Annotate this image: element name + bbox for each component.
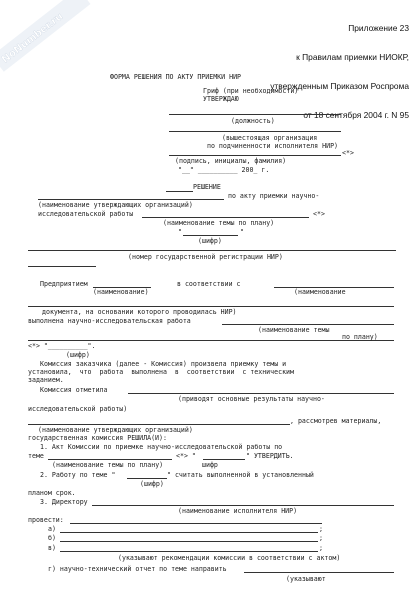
p2-label: документа, на основании которого проводилась НИР) [42,308,237,316]
topic-label: (наименование темы по плану) [163,219,275,227]
signature-label: (подпись, инициалы, фамилия) [175,157,287,165]
p1-mid: в соответствии с [177,280,241,288]
short-line [28,266,96,267]
header-line-1: Приложение 23 [348,23,409,34]
item1-line-1: 1. Акт Комиссии по приемке научно-исследовательской работы по [40,443,283,451]
cipher-line [183,235,238,236]
item-c-semicolon: ; [319,544,323,552]
p6-line-2: установила, что работа выполнена в соответствии с техническим [28,368,294,376]
item2-line-1: 2. Работу по теме " [40,471,116,479]
item-b-marker: б) [48,534,56,542]
item3-label: (наименование исполнителя НИР) [178,507,298,515]
item-a-semicolon: ; [319,525,323,533]
item1-end: " УТВЕРДИТЬ. [246,452,294,460]
approve-label: УТВЕРЖДАЮ [203,95,239,103]
header-line-3: утвержденным Приказом Роспрома [270,80,409,91]
topic-line [142,217,309,218]
p3-line [222,324,394,325]
item3-line-3 [70,523,322,524]
p3-text: выполнена научно-исследовательская работа [28,317,191,325]
appendix-header [270,5,409,139]
org-label-1: (вышестоящая организация [222,134,318,142]
org-label-2: по подчиненности исполнителя НИР) [207,142,339,150]
item3-text: 3. Директору [40,498,88,506]
registration-line [28,250,396,251]
act-text: по акту приемки научно- [228,192,320,200]
item-g-label: (указывают [286,575,326,583]
item2-mid: " считать выполненной в установленный [167,471,314,479]
research-text: исследовательской работы [38,210,134,218]
p1-start: Предприятием [40,280,88,288]
p7-label: (приводят основные результаты научно- [178,395,325,403]
item-g-line [244,572,394,573]
decision-title-underline [166,191,193,192]
item1-mid: <*> " [176,452,196,460]
item-b-semicolon: ; [319,534,323,542]
position-line [169,114,341,115]
item3-line [92,505,394,506]
header-line-4: от 18 сентября 2004 г. N 95 [303,109,409,120]
grif-label: Гриф (при необходимости) [203,87,299,95]
item-c-line [60,551,318,552]
p9-label: (наименование утверждающих организаций) [38,426,193,434]
item1-label-b: шифр [202,461,218,469]
p6-line-3: заданием. [28,376,64,384]
p5-text: <*> "__________". [28,342,96,350]
decision-title: РЕШЕНИЕ [193,183,221,191]
recommendation-label: (указывают рекомендации комиссии в соответствии с актом) [118,554,341,562]
p9-line [28,424,290,425]
p1-label-b: (наименование [294,288,346,296]
p4-line [28,340,394,341]
p10-text: государственная комиссия РЕШИЛА(И): [28,434,167,442]
item1-cipher-line [203,459,245,460]
p2-line [28,306,394,307]
cipher-quote-open: " [178,228,182,236]
item2-cipher-line [127,478,167,479]
item2-line-2: планом срок. [28,489,76,497]
item-a-line [60,532,318,533]
signature-line [169,155,341,156]
watermark-stamp [0,0,90,72]
form-title: ФОРМА РЕШЕНИЯ ПО АКТУ ПРИЕМКИ НИР [110,73,242,81]
approval-date: "__" __________ 200_ г. [178,166,270,174]
p9-end: , рассмотрев материалы, [290,417,382,425]
item2-label: (шифр) [140,480,164,488]
orgs-label: (наименование утверждающих организаций) [38,201,193,209]
footnote-mark: <*> [342,149,354,157]
item-a-marker: а) [48,525,56,533]
item-g-text: г) научно-технический отчет по теме направить [48,565,227,573]
p6-line-1: Комиссия заказчика (далее - Комиссия) произвела приемку темы и [40,360,287,368]
p7-line [128,393,394,394]
position-label: (должность) [231,117,275,125]
p8-text: исследовательской работы) [28,405,128,413]
item-b-line [60,541,318,542]
item1-theme: теме [28,452,44,460]
p5-label: (шифр) [66,351,90,359]
watermark-logo [0,0,90,72]
p1-label-a: (наименование) [93,288,149,296]
item-c-marker: в) [48,544,56,552]
p4-label: по плану) [342,333,378,341]
cipher-quote-close: " [240,228,244,236]
registration-label: (номер государственной регистрации НИР) [128,253,283,261]
item1-label-a: (наименование темы по плану) [52,461,164,469]
cipher-label: (шифр) [198,237,222,245]
p3-label: (наименование темы [258,326,330,334]
p7-text: Комиссия отметила [40,386,108,394]
orgs-line [38,199,224,200]
item3-line-2: провести: [28,516,64,524]
header-line-2: к Правилам приемки НИОКР, [296,51,409,62]
item1-topic-line [48,459,172,460]
topic-footnote: <*> [313,210,325,218]
svg-text:NoNumber.ru: NoNumber.ru [0,11,66,66]
org-line [169,131,341,132]
